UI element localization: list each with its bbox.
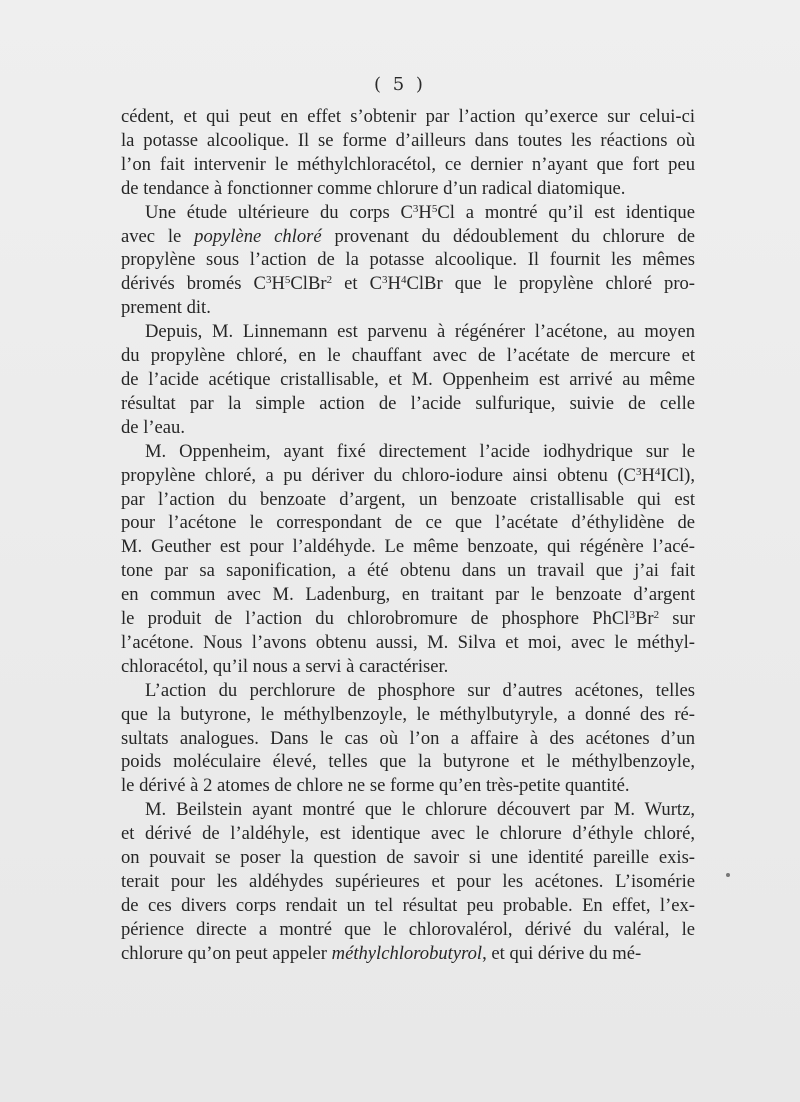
text-line: Depuis, M. Linnemann est parvenu à régénérer l’acétone, au moyen bbox=[145, 321, 695, 343]
text-line: pour l’acétone le correspondant de ce que l’acétate d’éthylidène de bbox=[121, 512, 695, 534]
page-number: ( 5 ) bbox=[374, 74, 426, 95]
text-line: L’action du perchlorure de phosphore sur d’autres acétones, telles bbox=[145, 679, 695, 701]
text-line: de tendance à fonctionner comme chlorure d’un radical diatomique. bbox=[121, 177, 626, 199]
text-line: l’acétone. Nous l’avons obtenu aussi, M. Silva et moi, avec le méthyl- bbox=[121, 631, 695, 653]
text-line: chloracétol, qu’il nous a servi à caractériser. bbox=[121, 655, 449, 677]
text-line: de ces divers corps rendait un tel résultat peu probable. En effet, l’ex- bbox=[121, 894, 695, 916]
text-line: du propylène chloré, en le chauffant avec de l’acétate de mercure et bbox=[121, 345, 695, 367]
text-line: M. Geuther est pour l’aldéhyde. Le même benzoate, qui régénère l’acé- bbox=[121, 536, 695, 558]
text-line: le produit de l’action du chlorobromure de phosphore PhCl$^3$Br$^2$ sur bbox=[121, 608, 695, 630]
paragraph bbox=[121, 798, 695, 965]
text-line: de l’eau. bbox=[121, 416, 186, 438]
text-line: en commun avec M. Ladenburg, en traitant par le benzoate d’argent bbox=[121, 584, 695, 606]
body-text bbox=[121, 105, 695, 966]
paragraph bbox=[121, 201, 695, 321]
text-line: que la butyrone, le méthylbenzoyle, le méthylbutyryle, a donné des ré- bbox=[121, 703, 695, 725]
text-line: cédent, et qui peut en effet s’obtenir par l’action qu’exerce sur celui-ci bbox=[121, 106, 695, 127]
text-line: et dérivé de l’aldéhyle, est identique avec le chlorure d’éthyle chloré, bbox=[121, 823, 695, 845]
paper-speck bbox=[726, 873, 730, 877]
text-line: poids moléculaire élevé, telles que la butyrone et le méthylbenzoyle, bbox=[121, 751, 695, 773]
text-line: chlorure qu’on peut appeler méthylchlorobutyrol, et qui dérive du mé- bbox=[121, 942, 642, 964]
text-line: résultat par la simple action de l’acide sulfurique, suivie de celle bbox=[121, 392, 695, 414]
text-line: sultats analogues. Dans le cas où l’on a affaire à des acétones d’un bbox=[121, 727, 695, 749]
text-line: M. Beilstein ayant montré que le chlorure découvert par M. Wurtz, bbox=[145, 799, 695, 821]
paragraph bbox=[121, 679, 695, 799]
paragraph bbox=[121, 105, 695, 201]
text-line: dérivés bromés $C^3H^5ClBr^2$ et $C^3H^4ClBr$ que le propylène chloré pro- bbox=[121, 273, 695, 295]
text-line: périence directe a montré que le chlorovalérol, dérivé du valéral, le bbox=[121, 918, 695, 940]
text-line: Une étude ultérieure du corps $C^3H^5Cl$ a montré qu’il est identique bbox=[145, 201, 695, 223]
text-line: l’on fait intervenir le méthylchloracétol, ce dernier n’ayant que fort peu bbox=[121, 153, 695, 175]
text-line: propylène chloré, a pu dériver du chloro-iodure ainsi obtenu $(C^3H^4ICl)$, bbox=[121, 464, 695, 486]
paragraph bbox=[121, 440, 695, 679]
text-line: terait pour les aldéhydes supérieures et pour les acétones. L’isomérie bbox=[121, 871, 695, 892]
text-line: la potasse alcoolique. Il se forme d’ailleurs dans toutes les réactions où bbox=[121, 129, 695, 151]
text-line: on pouvait se poser la question de savoir si une identité pareille exis- bbox=[121, 847, 695, 869]
text-line: M. Oppenheim, ayant fixé directement l’acide iodhydrique sur le bbox=[145, 440, 695, 462]
text-line: prement dit. bbox=[121, 297, 211, 319]
text-line: propylène sous l’action de la potasse alcoolique. Il fournit les mêmes bbox=[121, 249, 695, 271]
text-line: avec le popylène chloré provenant du dédoublement du chlorure de bbox=[121, 225, 695, 247]
text-line: tone par sa saponification, a été obtenu dans un travail que j’ai fait bbox=[121, 560, 695, 582]
text-line: le dérivé à 2 atomes de chlore ne se forme qu’en très-petite quantité. bbox=[121, 775, 630, 797]
text-line: par l’action du benzoate d’argent, un benzoate cristallisable qui est bbox=[121, 488, 695, 510]
text-line: de l’acide acétique cristallisable, et M. Oppenheim est arrivé au même bbox=[121, 368, 695, 390]
paragraph bbox=[121, 320, 695, 440]
